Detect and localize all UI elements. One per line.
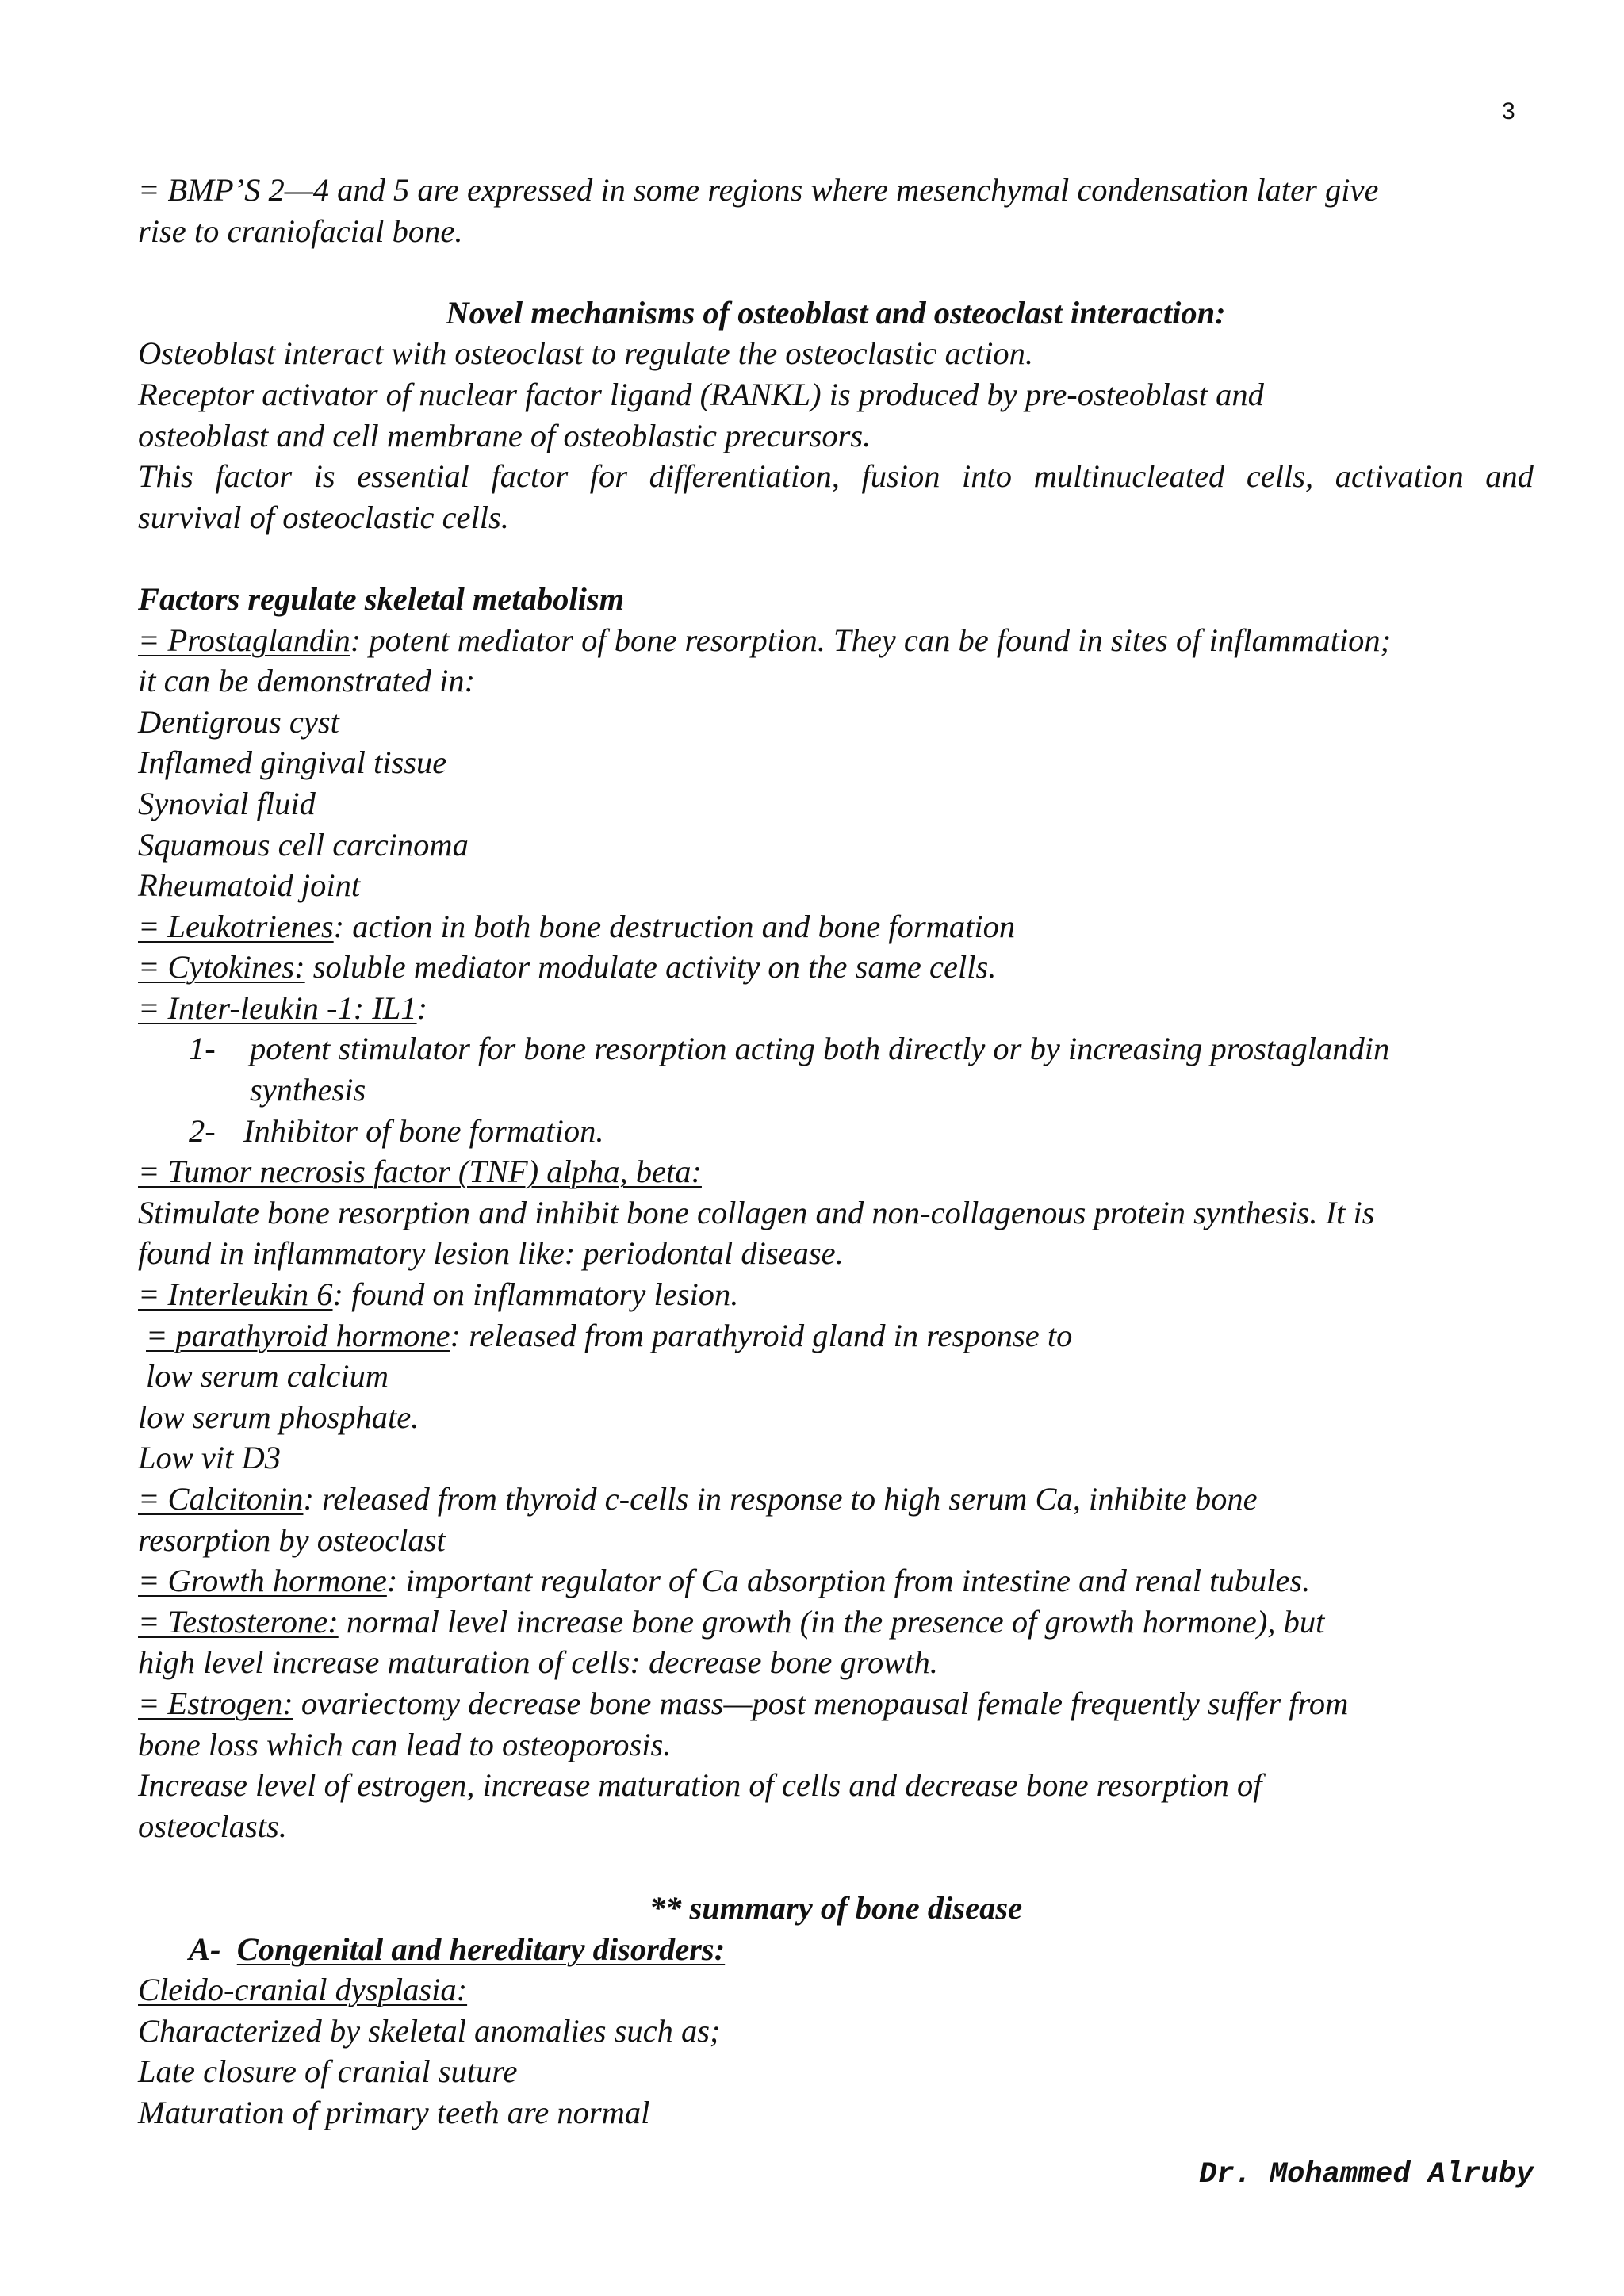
factor-text: soluble mediator modulate activity on the same cells. [304, 949, 997, 985]
factor-term: = Interleukin 6 [138, 1276, 333, 1313]
factor-text: : released from parathyroid gland in response to [450, 1317, 1073, 1353]
factor-text: found in inflammatory lesion like: periodontal disease. [138, 1235, 844, 1272]
author-footer: Dr. Mohammed Alruby [1199, 2158, 1534, 2191]
section-heading-novel: Novel mechanisms of osteoblast and osteoclast interaction: [446, 294, 1226, 331]
factor-term: = Growth hormone [138, 1563, 387, 1599]
subsection-heading-a [138, 1929, 1534, 1970]
site-item: Synovial fluid [138, 785, 316, 821]
factor-term: = parathyroid hormone [146, 1317, 450, 1353]
site-item: Rheumatoid joint [138, 867, 361, 904]
factor-text: high level increase maturation of cells: decrease bone growth. [138, 1644, 938, 1681]
factor-text: Increase level of estrogen, increase maturation of cells and decrease bone resorption of [138, 1767, 1262, 1804]
factor-il1 [138, 988, 1534, 1029]
site-item: Dentigrous cyst [138, 703, 339, 740]
factor-term: = Prostaglandin [138, 622, 350, 658]
factor-text: : action in both bone destruction and bone formation [333, 908, 1016, 944]
item-number: 1- [189, 1031, 216, 1067]
item-text-line: synthesis [250, 1072, 366, 1108]
paragraph: Osteoblast interact with osteoclast to regulate the osteoclastic action. [138, 335, 1033, 372]
pth-item: Low vit D3 [138, 1440, 282, 1476]
factor-text: bone loss which can lead to osteoporosis. [138, 1726, 672, 1762]
factor-text: resorption by osteoclast [138, 1521, 446, 1558]
factor-term: = Estrogen: [138, 1685, 293, 1721]
factor-term: = Calcitonin [138, 1481, 304, 1517]
pth-item: low serum calcium [146, 1358, 389, 1395]
factor-text: normal level increase bone growth (in the presence of growth hormone), but [338, 1603, 1325, 1640]
factor-text: : released from thyroid c-cells in response to high serum Ca, inhibite bone [303, 1481, 1258, 1517]
factor-growth-hormone [138, 1560, 1534, 1601]
item-text: Inhibitor of bone formation. [243, 1112, 604, 1149]
factor-cytokines [138, 947, 1534, 988]
factor-text: it can be demonstrated in: [138, 663, 476, 699]
document-body [138, 170, 1534, 2133]
numbered-item [138, 1111, 1534, 1152]
factor-term: = Cytokines: [138, 949, 305, 985]
section-heading-factors: Factors regulate skeletal metabolism [138, 580, 625, 617]
factor-text: : found on inflammatory lesion. [332, 1276, 739, 1313]
site-item: Inflamed gingival tissue [138, 744, 447, 781]
factor-estrogen [138, 1683, 1534, 1724]
pth-item: low serum phosphate. [138, 1399, 419, 1435]
intro-line: = BMP’S 2—4 and 5 are expressed in some regions where mesenchymal condensation later give [138, 172, 1379, 208]
factor-term: = Testosterone: [138, 1603, 339, 1640]
disease-title-text: Cleido-cranial dysplasia: [138, 1972, 468, 2008]
paragraph: Receptor activator of nuclear factor ligand (RANKL) is produced by pre-osteoblast and [138, 376, 1264, 412]
section-heading-summary: ** summary of bone disease [649, 1889, 1023, 1926]
site-item: Squamous cell carcinoma [138, 826, 469, 863]
item-number: 2- [189, 1112, 216, 1149]
summary-line: Characterized by skeletal anomalies such as; [138, 2012, 721, 2049]
paragraph: osteoblast and cell membrane of osteoblastic precursors. [138, 417, 871, 453]
factor-pth [138, 1315, 1534, 1357]
factor-il6 [138, 1274, 1534, 1315]
factor-leukotrienes [138, 906, 1534, 947]
disease-title [138, 1969, 1534, 2011]
factor-term: = Leukotrienes [138, 908, 334, 944]
factor-tnf [138, 1151, 1534, 1192]
item-text-line: potent stimulator for bone resorption acting both directly or by increasing prostaglandin [250, 1031, 1390, 1067]
factor-term: = Inter-leukin -1: IL1 [138, 989, 417, 1026]
factor-prostaglandin [138, 620, 1534, 661]
factor-term: = Tumor necrosis factor (TNF) alpha, beta: [138, 1154, 702, 1190]
factor-text: osteoclasts. [138, 1808, 287, 1844]
factor-text: : [416, 989, 428, 1026]
numbered-item [138, 1028, 1534, 1110]
intro-line: rise to craniofacial bone. [138, 212, 463, 249]
factor-calcitonin [138, 1479, 1534, 1520]
summary-line: Maturation of primary teeth are normal [138, 2094, 650, 2130]
subsection-title: Congenital and hereditary disorders: [236, 1931, 726, 1967]
factor-text: : important regulator of Ca absorption from intestine and renal tubules. [386, 1563, 1311, 1599]
summary-line: Late closure of cranial suture [138, 2053, 518, 2090]
page-number: 3 [1502, 98, 1515, 124]
subsection-letter: A- [189, 1931, 221, 1967]
factor-testosterone [138, 1601, 1534, 1643]
item-text [240, 1028, 1534, 1110]
factor-text: Stimulate bone resorption and inhibit bone collagen and non-collagenous protein synthesis. It is [138, 1194, 1375, 1230]
factor-text: ovariectomy decrease bone mass—post menopausal female frequently suffer from [293, 1685, 1349, 1721]
paragraph: survival of osteoclastic cells. [138, 499, 509, 535]
factor-text: : potent mediator of bone resorption. They can be found in sites of inflammation; [350, 622, 1392, 658]
paragraph: This factor is essential factor for differentiation, fusion into multinucleated cells, activation and [138, 458, 1534, 495]
